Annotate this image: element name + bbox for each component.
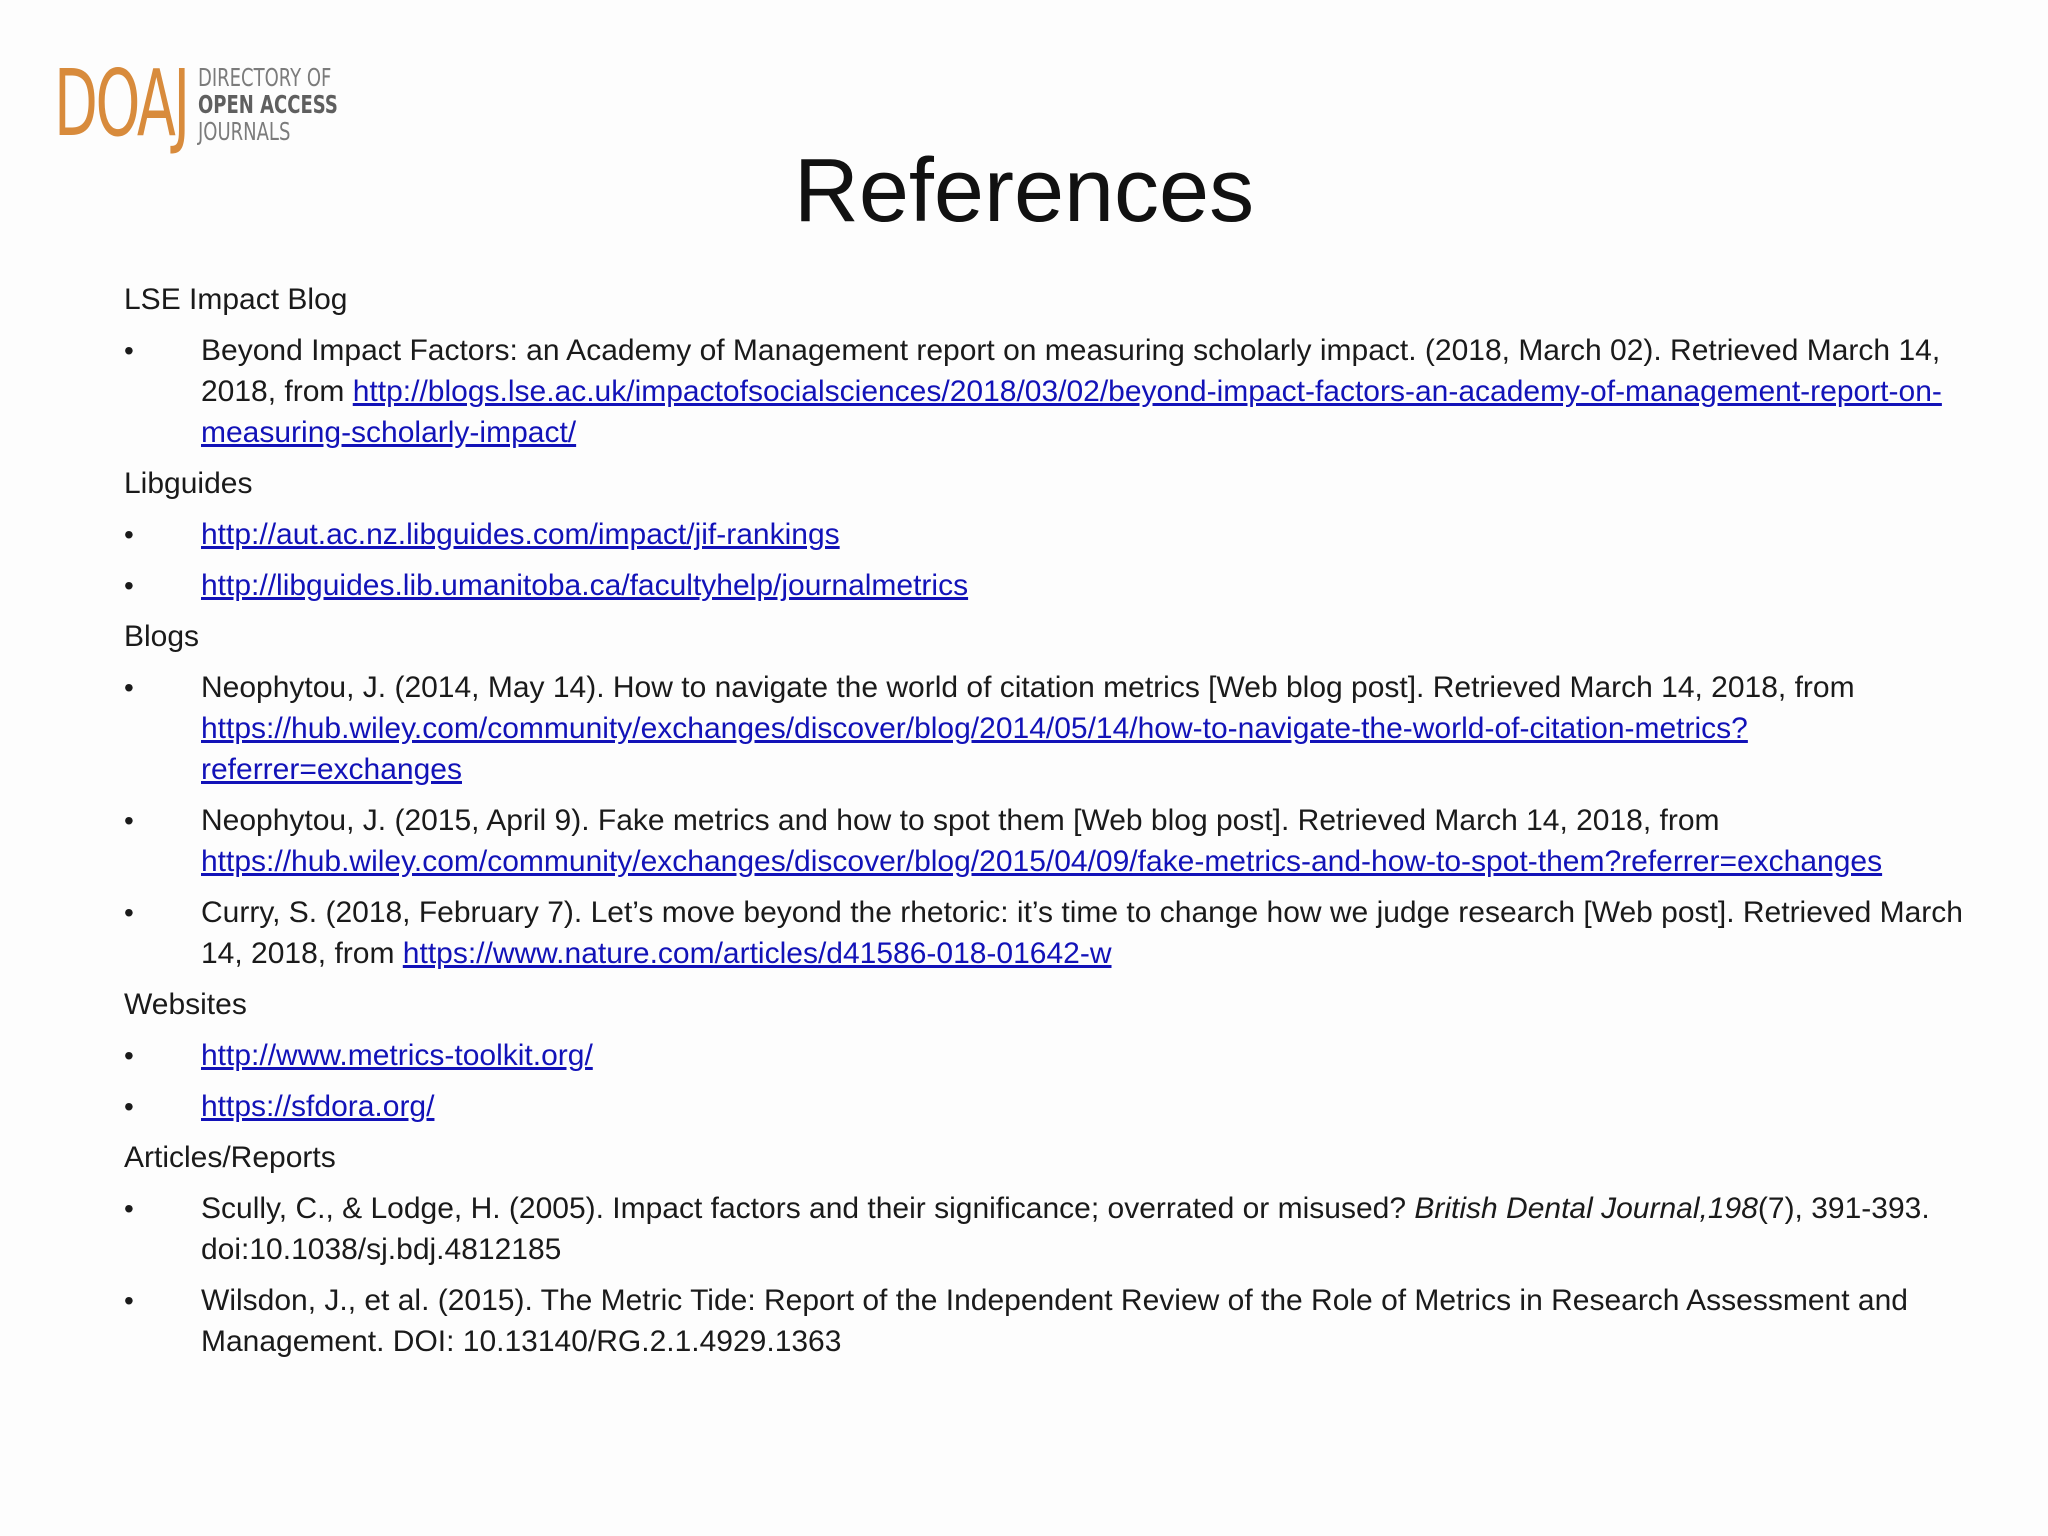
reference-citation: Curry, S. (2018, February 7). Let’s move beyond the rhetoric: it’s time to change how we judge research [Web post]. Retrieved March 14, 2018, from	[201, 896, 1963, 970]
reference-item	[124, 1083, 1964, 1134]
bullet: •	[124, 805, 134, 836]
reference-item	[124, 511, 1964, 562]
reference-text	[201, 330, 1964, 453]
section-heading-lse: LSE Impact Blog	[124, 283, 348, 316]
section-heading-libguides: Libguides	[124, 467, 253, 500]
reference-link[interactable]: http://libguides.lib.umanitoba.ca/facultyhelp/journalmetrics	[201, 569, 969, 602]
bullet: •	[124, 335, 134, 366]
reference-link[interactable]: https://sfdora.org/	[201, 1090, 435, 1123]
reference-citation-tail: (7), 391-393. doi:10.1038/sj.bdj.4812185	[201, 1192, 1930, 1266]
logo-line-3: JOURNALS	[198, 116, 291, 146]
reference-item	[124, 562, 1964, 613]
bullet: •	[124, 570, 134, 601]
reference-item	[124, 1277, 1964, 1369]
section-heading-websites: Websites	[124, 988, 247, 1021]
reference-link[interactable]: https://hub.wiley.com/community/exchanges/discover/blog/2015/04/09/fake-metrics-and-how-to-spot-them?referrer=exchanges	[201, 845, 1883, 878]
reference-item	[124, 1185, 1964, 1277]
reference-citation: Neophytou, J. (2014, May 14). How to navigate the world of citation metrics [Web blog post]. Retrieved March 14, 2018, from	[201, 671, 1855, 704]
bullet: •	[124, 1285, 134, 1316]
reference-link[interactable]: http://aut.ac.nz.libguides.com/impact/jif-rankings	[201, 518, 840, 551]
logo-line-2: OPEN ACCESS	[198, 89, 338, 119]
bullet: •	[124, 1091, 134, 1122]
reference-item	[124, 889, 1964, 981]
slide-title: References	[793, 141, 1255, 241]
bullet: •	[124, 672, 134, 703]
reference-link[interactable]: http://www.metrics-toolkit.org/	[201, 1039, 593, 1072]
references-list	[124, 276, 1964, 1369]
reference-citation: Beyond Impact Factors: an Academy of Management report on measuring scholarly impact. (2018, March 02). Retrieved March 14, 2018, from	[201, 334, 1941, 408]
reference-item	[124, 664, 1964, 797]
section-heading-blogs: Blogs	[124, 620, 200, 653]
reference-item	[124, 797, 1964, 889]
doaj-logo	[54, 50, 392, 157]
journal-title: British Dental Journal,198	[1414, 1192, 1758, 1225]
reference-citation: Neophytou, J. (2015, April 9). Fake metrics and how to spot them [Web blog post]. Retrieved March 14, 2018, from	[201, 804, 1720, 837]
bullet: •	[124, 519, 134, 550]
section-heading-articles: Articles/Reports	[124, 1141, 336, 1174]
logo-wordmark	[198, 64, 338, 145]
reference-link[interactable]: https://www.nature.com/articles/d41586-018-01642-w	[402, 937, 1112, 970]
reference-item	[124, 1032, 1964, 1083]
bullet: •	[124, 897, 134, 928]
reference-link[interactable]: http://blogs.lse.ac.uk/impactofsocialsciences/2018/03/02/beyond-impact-factors-an-academy-of-management-report-on-measuring-scholarly-impact/	[201, 375, 1942, 449]
reference-citation: Scully, C., & Lodge, H. (2005). Impact factors and their significance; overrated or misused?	[201, 1192, 1415, 1225]
reference-link[interactable]: https://hub.wiley.com/community/exchanges/discover/blog/2014/05/14/how-to-navigate-the-world-of-citation-metrics?referrer=exchanges	[201, 712, 1748, 786]
bullet: •	[124, 1193, 134, 1224]
reference-item	[124, 327, 1964, 460]
logo-line-1: DIRECTORY OF	[198, 62, 332, 92]
bullet: •	[124, 1040, 134, 1071]
logo-mark: DOAJ	[54, 50, 188, 157]
reference-citation: Wilsdon, J., et al. (2015). The Metric Tide: Report of the Independent Review of the Role of Metrics in Research Assessment and Management. DOI: 10.13140/RG.2.1.4929.1363	[201, 1284, 1908, 1358]
